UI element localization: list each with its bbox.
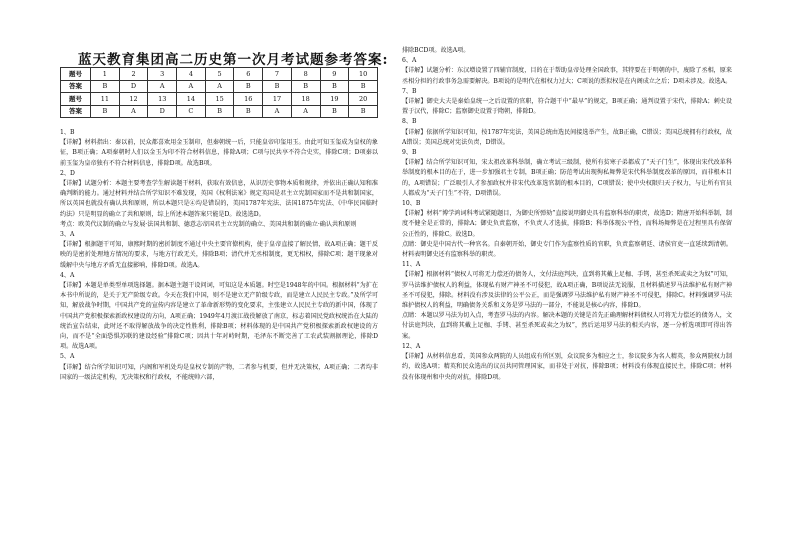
question-6-answer: 6、A bbox=[402, 57, 417, 65]
question-4-answer: 4、A bbox=[60, 271, 75, 279]
question-8-explanation: 【详解】依据所学知识可知，按1787年宪法，美国总统由选民间接选举产生，故B正确，C错误；美国总统拥有行政权，故A错误；美国总统对宪法负责，D错误。 bbox=[402, 128, 732, 146]
answer-table-cell: B bbox=[320, 80, 349, 93]
answer-table-cell: A bbox=[263, 105, 292, 118]
answer-table-cell: C bbox=[177, 105, 206, 118]
answer-table-cell: B bbox=[291, 80, 320, 93]
answer-table-cell: A bbox=[177, 80, 206, 93]
answer-table-cell: B bbox=[91, 80, 120, 93]
question-10-explanation: 【详解】材料“博学鸿词科考试紧随题目，为御史所弹劾”直接说明御史具有监察科举的职责，故选D；隋唐开始科举制，制度不健全是正常的，排除A；御史负责监察，不负责人才选拔，排除B；科举体现公平性，而科场舞弊是在过程里具有保留公正性的，排除C。故选D。 bbox=[402, 210, 732, 238]
question-9-answer: 9、B bbox=[402, 149, 417, 157]
answer-table-cell: 1 bbox=[91, 68, 120, 81]
question-1-explanation: 【详解】材料指出：秦以前，民众都喜欢用金玉制印，但秦朝统一后，只能皇帝印玺用玉。由此可知玉玺成为皇权的象征，B项正确；A项秦朝时人们以金玉为印不符合材料信息，排除A项；C项与民共享不符合史实，排除C项；D项秦以前玉玺为皇帝独有不符合材料信息，排除D项。故选B项。 bbox=[60, 139, 378, 167]
answer-table-cell: B bbox=[263, 80, 292, 93]
answer-table-cell: 3 bbox=[148, 68, 177, 81]
answer-table-row-label: 答案 bbox=[61, 105, 91, 118]
question-5-explanation: 【详解】结合所学知识可知，内阁和军机处均是皇权专制的产物，二者参与机要，但并无决策权，A项正确；二者均非国家的一级法定机构，无决策权和行政权，不能统帅六部， bbox=[60, 363, 378, 381]
question-10-answer: 10、B bbox=[402, 200, 421, 208]
answer-table-cell: B bbox=[349, 80, 378, 93]
question-3-explanation: 【详解】根据题干可知，康熙时期的密折制度不通过中央主要官僚机构，使于皇帝直接了解民情，故A项正确；题干反映的是密折处理地方情况的要求，与地方行政无关，排除B项；清代并无丞相制度，更无相权，排除C项；题干现象对缓解中央与地方矛盾无直接影响，排除D项。故选A。 bbox=[60, 241, 378, 269]
left-column bbox=[60, 128, 378, 383]
answer-table-cell: 6 bbox=[234, 68, 263, 81]
answer-table-cell: A bbox=[205, 80, 234, 93]
question-2-note: 考点：欧美代议制的确立与发展·法国共和制、德意志帝国君主立宪制的确立、美国共和制的确立·确认共和原则 bbox=[60, 220, 357, 228]
answer-table-cell: 15 bbox=[205, 93, 234, 106]
answer-table-cell: 17 bbox=[263, 93, 292, 106]
answer-table-row-label: 题号 bbox=[61, 68, 91, 81]
question-10-note: 点睛：御史是中国古代一种官名。自秦朝开始，御史专门作为监察性质的官职，负责监察朝廷、诸侯官吏一直延续到清朝。材料表明御史还有监察科举的职责。 bbox=[402, 240, 732, 259]
question-7-answer: 7、B bbox=[402, 87, 417, 95]
question-4-explanation: 【详解】本题是单类型单项选择题。据本题主题干设问词，可知这是本质题。时空是1948年的中国。根据材料“为扩在本书中所说的，是关于无产阶级专政。今天在我们中国，则不是建立无产阶级专政，而是建立人民民主专政。”及所学可知，解放战争时期，中国共产党的宣传内容是建立了革命新形势的变化要求，主张建立人民民主专政的新中国，体现了中国共产党积极探索新政权建设的方向，A项正确；1949年4月渡江战役解放了南京，标志着国民党政权统治在大陆的统治宣告结束，此时还不取得解放战争的决定性胜利，排除B项；材料体现的是中国共产党积极探索新政权建设的方向，而不是“全面恐惧苏联的建设经验”排除C项；因共十年对峙时期，毛泽东不断完善了工农武装割据理论，排除D项。故选A项。 bbox=[60, 282, 378, 351]
answer-table-cell: 10 bbox=[349, 68, 378, 81]
answer-table-cell: A bbox=[119, 105, 148, 118]
question-11-note: 点睛：本题以罗马法为切入点，考查罗马法的内容。解决本题的关键是首先正确理解材料债权人可将无力偿还的债务人，文付法庭判决，直到将其戴上足枷、手铐、甚至杀死或卖之为奴”，然后运用罗马法的相关内容，逐一分析选项即可得出答案。 bbox=[402, 312, 732, 340]
answer-table-row bbox=[61, 68, 378, 81]
answer-table-cell: D bbox=[148, 105, 177, 118]
answer-table-cell: 2 bbox=[119, 68, 148, 81]
answer-table-cell: B bbox=[349, 105, 378, 118]
answer-table-cell: B bbox=[91, 105, 120, 118]
answer-table-cell: 18 bbox=[291, 93, 320, 106]
question-5-answer: 5、A bbox=[60, 353, 75, 361]
answer-table-cell: B bbox=[320, 105, 349, 118]
answer-table-cell: 13 bbox=[148, 93, 177, 106]
answer-table-cell: A bbox=[148, 80, 177, 93]
answer-table-cell: 14 bbox=[177, 93, 206, 106]
answer-table bbox=[60, 67, 378, 118]
answer-table-cell: A bbox=[291, 105, 320, 118]
answer-table-row bbox=[61, 105, 378, 118]
answer-table-cell: B bbox=[234, 105, 263, 118]
question-5-tail: 排除BCD项。故选A项。 bbox=[402, 47, 470, 54]
question-3-answer: 3、A bbox=[60, 231, 75, 239]
question-9-explanation: 【详解】结合所学知识可知，宋太祖改革科举制，确立考试三级制，使所有贫寒子弟都成了“天子门生”，体现出宋代改革科举制度的根本目的在于，进一步加强君主专制，B项正确；防范考试出现徇私舞弊是宋代科举制度改革的原因，而非根本目的，A项错误；广泛吸引人才参加政权并非宋代改革选官制的根本目的，C项错误；使中央权限归天子权力，与让所有官员人都成为“天子门生”不符，D项错误。 bbox=[402, 159, 732, 197]
answer-table-cell: 9 bbox=[320, 68, 349, 81]
answer-table-cell: B bbox=[205, 105, 234, 118]
page-title: 蓝天教育集团高二历史第一次月考试题参考答案: bbox=[78, 52, 389, 68]
answer-table-cell: 11 bbox=[91, 93, 120, 106]
question-12-answer: 12、A bbox=[402, 342, 421, 350]
answer-table-cell: 20 bbox=[349, 93, 378, 106]
answer-table-cell: 4 bbox=[177, 68, 206, 81]
answer-table-row-label: 答案 bbox=[61, 80, 91, 93]
answer-table-cell: B bbox=[234, 80, 263, 93]
answer-table-cell: 12 bbox=[119, 93, 148, 106]
answer-table-cell: D bbox=[119, 80, 148, 93]
right-column bbox=[402, 46, 732, 383]
question-11-explanation: 【详解】根据材料“债权人可将无力偿还的债务人，文付法庭判决，直到将其戴上足枷、手铐，甚至杀死或卖之为奴”可知，罗马法维护债权人的利益，体现私有财产神圣不可侵犯，故A项正确，B项说法无说服，且材料描述罗马法维护私有财产神圣不可侵犯，排除。材料没有涉及法律的公平公正，而是强调罗马法维护私有财产神圣不可侵犯，排除C。材料强调罗马法维护债权人的利益，明确债务关系和义务是罗马法的一部分，不能说是核心内容，排除D。 bbox=[402, 271, 732, 310]
question-2-answer: 2、D bbox=[60, 169, 75, 177]
question-12-explanation: 【详解】从材料信息看，美国参众两院的人员组成有所区别，众议院多为相应之士，参议院多为名人精英，参众两院权力制约，故选A项；精英和民众选出的议员共同管理国家，而非处于对抗，排除B项；材料没有体现直接民主，排除C项；材料没有体现州和中央的对抗，排除D项。 bbox=[402, 353, 732, 381]
answer-table-cell: 5 bbox=[205, 68, 234, 81]
answer-table-row bbox=[61, 80, 378, 93]
answer-table-row bbox=[61, 93, 378, 106]
question-8-answer: 8、B bbox=[402, 118, 417, 126]
answer-table-cell: 8 bbox=[291, 68, 320, 81]
question-2-explanation: 【详解】试题分析：本题主要考查学生解读题干材料，获取有效信息，从识历史事物本质和规律，并依出正确认知和准确判断的能力。通过材料并结合所学知识不难发现，英国《权利法案》规定英国是君主立宪制国家而不是共和制国家，所以英国也就没有确认共和原则，所以本题只是④均是错误的，美国1787年宪法、法国1875年宪法、《中华民国临时约法》只是明显的确立了共和原则，综上所述本题答案只能是D。故选选D。 bbox=[60, 180, 378, 218]
question-11-answer: 11、A bbox=[402, 261, 421, 269]
answer-table-cell: 7 bbox=[263, 68, 292, 81]
question-7-explanation: 【详解】御史大夫是秦始皇统一之后设置的官职，符合题干中“最早”的规定，B项正确；通判设置于宋代，排除A；刺史设置于汉代，排除C；监察御史设置于隋朝，排除D。 bbox=[402, 98, 732, 116]
question-1-answer: 1、B bbox=[60, 129, 75, 136]
answer-table-row-label: 题号 bbox=[61, 93, 91, 106]
question-6-explanation: 【详解】试题分析：东汉增设置了四辅宫制度，目的在于帮助皇帝处理全国政事，其特要在于明朝的中，废除了丞相，原来丞相分担的行政事务急需要解决。B项说的是明代在相权力过大；C项说的票拟权是在内阁成立之后；D项未涉及。故选A。 bbox=[402, 67, 732, 85]
answer-table-cell: 19 bbox=[320, 93, 349, 106]
answer-table-cell: 16 bbox=[234, 93, 263, 106]
